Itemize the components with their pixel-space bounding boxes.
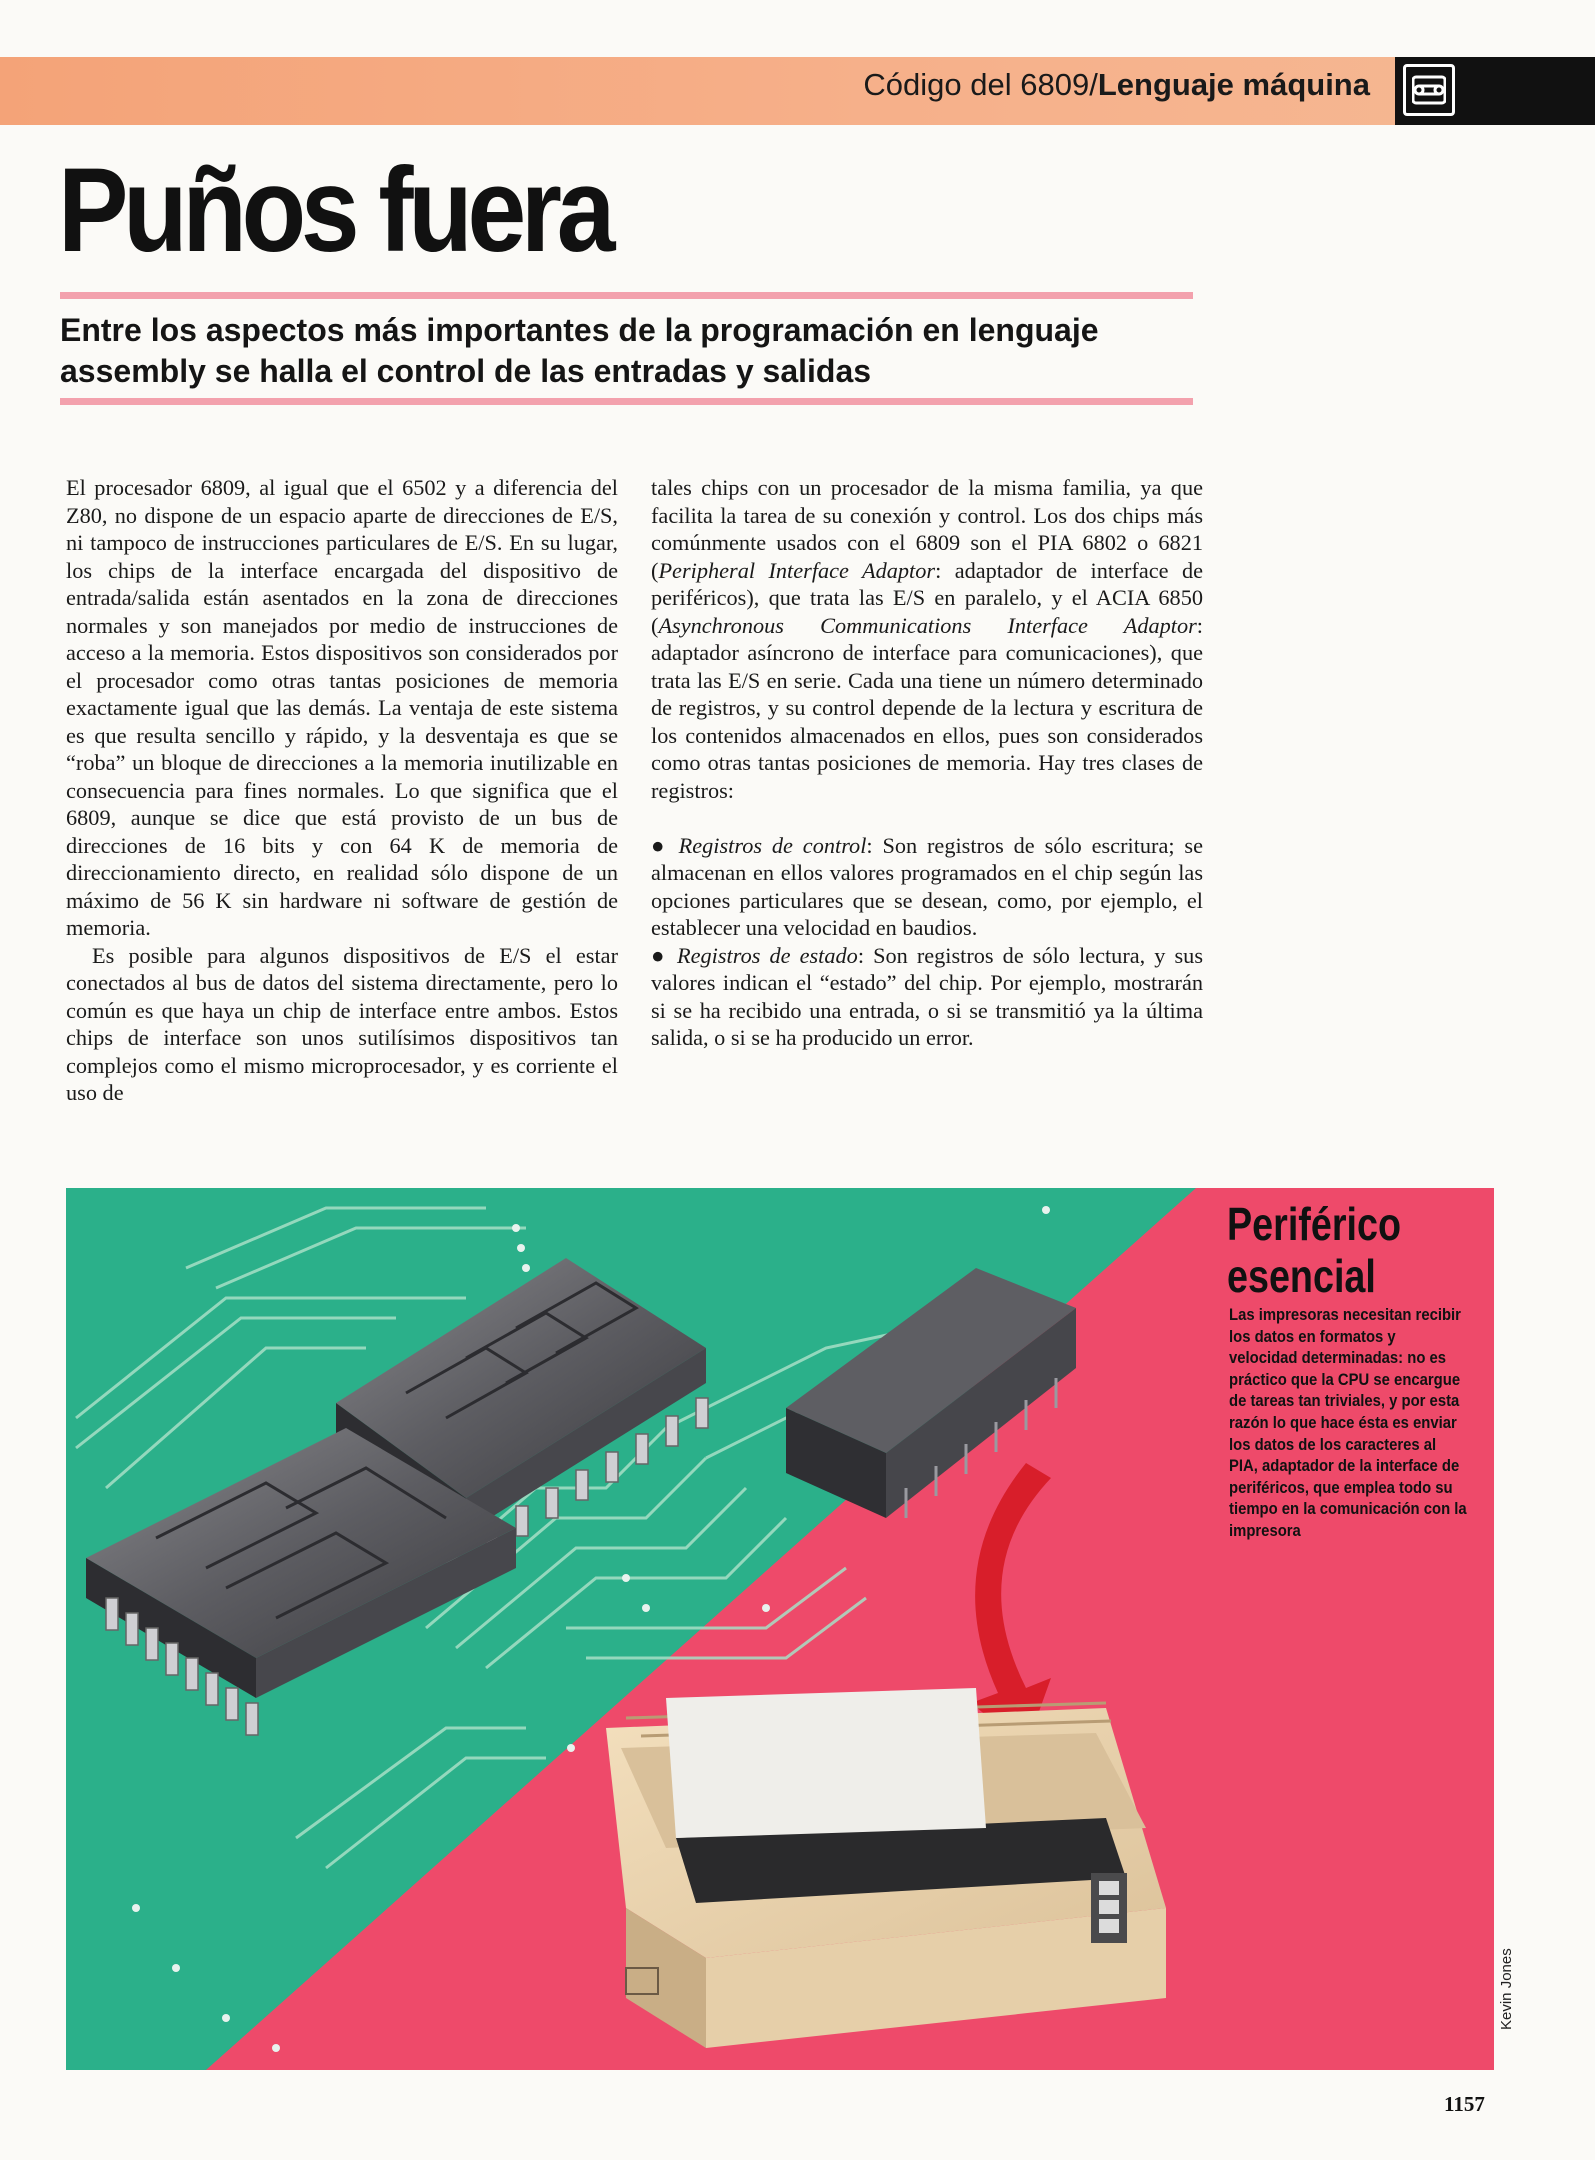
section-subject: Lenguaje máquina bbox=[1097, 67, 1370, 102]
section-header bbox=[863, 67, 1370, 103]
paragraph: tales chips con un procesador de la misma familia, ya que facilita la tarea de su conexión y control. Los dos chips más comúnmente usados con el 6809 son el PIA 6802 o 6821 (Peripheral Interface Adaptor: adaptador de interface de periféricos), que trata las E/S en paralelo, y el ACIA 6850 (Asynchronous Communications Interface Adaptor: adaptador asíncrono de interface para comunicaciones), que trata las E/S en serie. Cada una tiene un número determinado de registros, y su control depende de la lectura y escritura de los contenidos almacenados en ellos, pues son considerados como otras tantas posiciones de memoria. Hay tres clases de registros: bbox=[651, 475, 1203, 803]
printer bbox=[606, 1688, 1166, 2048]
illustration-credit: Kevin Jones bbox=[1498, 1948, 1515, 2030]
page-number: 1157 bbox=[1444, 2092, 1485, 2116]
sidebar-caption: Las impresoras necesitan recibir los datos en formatos y velocidad determinadas: no es práctico que la CPU se encargue de tareas tan triviales, y por esta razón lo que hace ésta es enviar los datos de los caracteres al PIA, adaptador de la interface de periféricos, que emplea todo su tiempo en la comunicación con la impresora bbox=[1229, 1306, 1467, 1540]
title-rule-bottom bbox=[60, 398, 1193, 405]
paragraph: El procesador 6809, al igual que el 6502 y a diferencia del Z80, no dispone de un espacio aparte de direcciones de E/S, ni tampoco de instrucciones particulares de E/S. En su lugar, los chips de la interface encargada del dispositivo de entrada/salida están asentados en la zona de direcciones normales y son manejados por medio de instrucciones de acceso a la memoria. Estos dispositivos son considerados por el procesador como otras tantas posiciones de memoria exactamente igual que las demás. La ventaja de este sistema es que resulta sencillo y rápido, y la desventaja es que se “roba” un bloque de direcciones a la memoria inutilizable en consecuencia para fines normales. Lo que significa que el 6809, aunque se dice que está provisto de un bus de direcciones de 16 bits y con 64 K de memoria de direccionamiento directo, en realidad sólo dispone de un máximo de 56 K sin hardware ni software de gestión de memoria. bbox=[66, 475, 618, 940]
sidebar-title-line: esencial bbox=[1227, 1250, 1376, 1302]
section-name: Código del 6809/ bbox=[863, 67, 1098, 102]
sidebar-title-line: Periférico bbox=[1227, 1198, 1402, 1250]
page-title: Puños fuera bbox=[58, 143, 611, 277]
title-rule-top bbox=[60, 292, 1193, 299]
text-column-1 bbox=[66, 474, 618, 1107]
printer-buttons bbox=[1091, 1873, 1127, 1943]
subtitle: Entre los aspectos más importantes de la programación en lenguaje assembly se halla el control de las entradas y salidas bbox=[60, 312, 1099, 389]
paragraph: Es posible para algunos dispositivos de E/S el estar conectados al bus de datos del sistema directamente, pero lo común es que haya un chip de interface entre ambos. Estos chips de interface son unos sutilísimos dispositivos tan complejos como el mismo microprocesador, y es corriente el uso de bbox=[66, 942, 618, 1105]
sidebar-title bbox=[1227, 1198, 1401, 1302]
bullet-item-estado: ● Registros de estado: Son registros de sólo lectura, y sus valores indican el “estado” del chip. Por ejemplo, mostrarán si se ha recibido una entrada, o si se transmitió ya la última salida, o si se ha producido un error. bbox=[651, 942, 1203, 1050]
text-column-2 bbox=[651, 474, 1203, 1052]
bullet-item-control: ● Registros de control: Son registros de sólo escritura; se almacenan en ellos valores programados en el chip según las opciones particulares que se desean, como, por ejemplo, el establecer una velocidad en baudios. bbox=[651, 832, 1203, 940]
cassette-icon bbox=[1403, 64, 1455, 116]
